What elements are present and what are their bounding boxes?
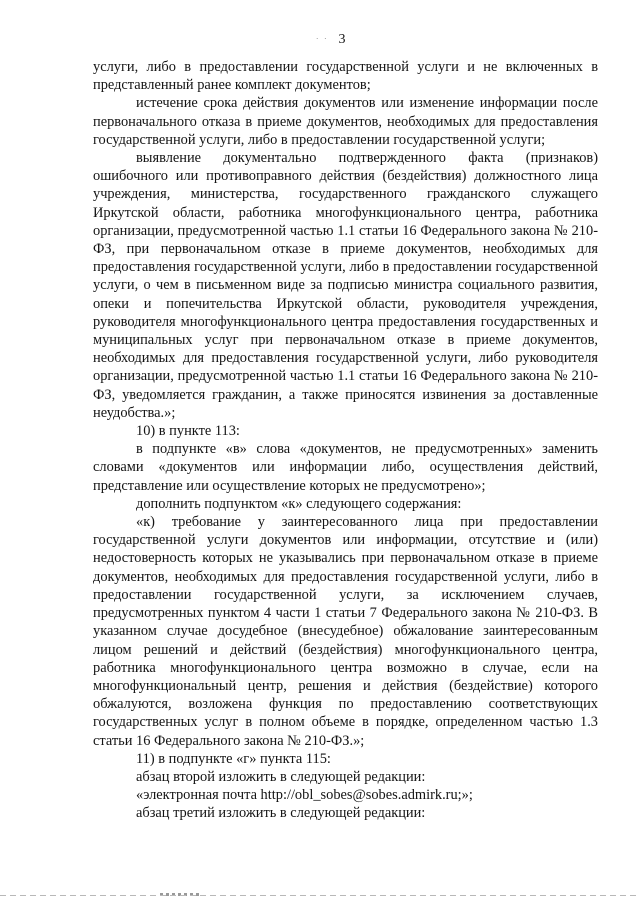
- document-body: [93, 58, 598, 823]
- paragraph: 11) в подпункте «г» пункта 115:: [136, 750, 331, 767]
- paragraph: выявление документально подтвержденного факта (признаков) ошибочного или противоправного действия (бездействия) должностного лица учреждения, министерства, государственного гражданского служащего Иркутской области, работника многофункционального центра, работника организации, предусмотренной частью 1.1 статьи 16 Федерального закона № 210-ФЗ, при первоначальном отказе в приеме документов, необходимых для предоставления государственной услуги, либо в предоставлении государственной услуги, о чем в письменном виде за подписью министра социального развития, опеки и попечительства Иркутской области, руководителя учреждения, руководителя многофункционального центра предоставления государственных и муниципальных услуг при первоначальном отказе в приеме документов, необходимых для предоставления государственной услуги, либо руководителя организации, предусмотренной частью 1.1 статьи 16 Федерального закона № 210-ФЗ, уведомляется гражданин, а также приносятся извинения за доставленные неудобства.»;: [93, 150, 598, 421]
- paragraph: услуги, либо в предоставлении государственной услуги и не включенных в представленный ранее комплект документов;: [93, 59, 598, 94]
- paragraph: 10) в пункте 113:: [136, 423, 240, 440]
- paragraph: «к) требование у заинтересованного лица при предоставлении государственной услуги документов или информации, отсутствие и (или) недостоверность которых не указывались при первоначальном отказе в приеме документов, необходимых для предоставления государственной услуги, либо в предоставлении государственной услуги, за исключением случаев, предусмотренных пунктом 4 части 1 статьи 7 Федерального закона № 210-ФЗ. В указанном случае досудебное (внесудебное) обжалование заинтересованным лицом решений и действий (бездействия) многофункционального центра, работника многофункционального центра возможно в случае, если на многофункциональный центр, решения и действия (бездействие) которого обжалуются, возложена функция по предоставлению соответствующих государственных услуг в полном объеме в порядке, определенном частью 1.3 статьи 16 Федерального закона № 210-ФЗ.»;: [93, 514, 598, 749]
- paragraph: абзац третий изложить в следующей редакции:: [136, 805, 426, 822]
- scan-edge-line: [0, 895, 640, 896]
- paragraph: «электронная почта http://obl_sobes@sobes.admirk.ru;»;: [136, 787, 473, 804]
- paragraph: в подпункте «в» слова «документов, не предусмотренных» заменить словами «документов или информации либо, осуществления действий, представление или осуществление которых не предусмотрено»;: [93, 441, 598, 494]
- paragraph: истечение срока действия документов или изменение информации после первоначального отказа в приеме документов, необходимых для предоставления государственной услуги, либо в предоставлении государственной услуги;: [93, 95, 598, 148]
- paragraph: абзац второй изложить в следующей редакции:: [136, 768, 426, 785]
- paragraph: дополнить подпунктом «к» следующего содержания:: [136, 495, 462, 512]
- page-number: 3: [338, 32, 346, 47]
- scan-artifact: · ·: [316, 35, 329, 43]
